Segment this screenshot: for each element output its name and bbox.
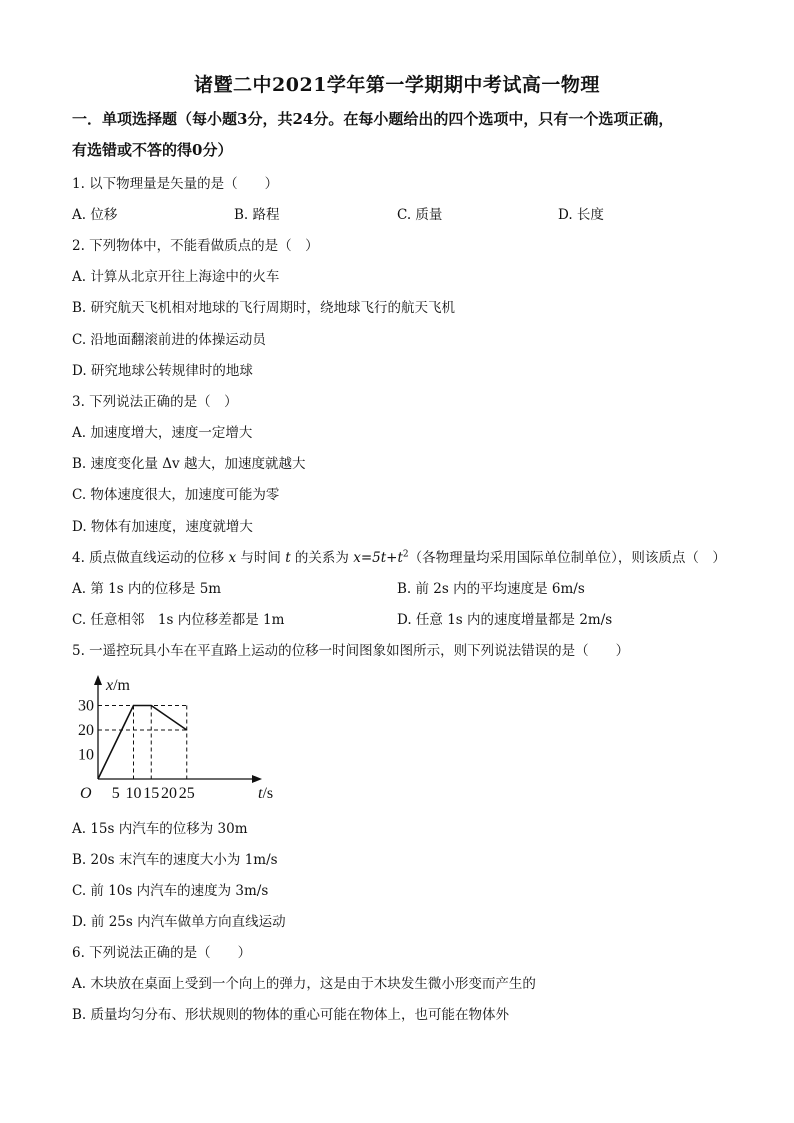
series-line (98, 706, 187, 780)
section-heading (72, 104, 722, 166)
question-2-option-c: C. 沿地面翻滚前进的体操运动员 (72, 332, 266, 348)
question-5-option-b: B. 20s 末汽车的速度大小为 1m/s (72, 852, 278, 868)
question-1-stem: 1. 以下物理量是矢量的是（ ） (72, 176, 279, 192)
question-1-option-b: B. 路程 (234, 207, 280, 223)
question-2-option-b: B. 研究航天飞机相对地球的飞行周期时，绕地球飞行的航天飞机 (72, 300, 456, 316)
question-4-stem (72, 546, 726, 566)
question-3-stem: 3. 下列说法正确的是（ ） (72, 394, 238, 410)
section-heading-line1: 一．单项选择题（每小题3分，共24分。在每小题给出的四个选项中，只有一个选项正确， (72, 110, 674, 128)
x-axis-label: t/s (258, 785, 274, 802)
section-heading-line2: 有选错或不答的得0分） (72, 141, 233, 159)
q4-exponent: 2 (402, 549, 409, 560)
question-6-stem: 6. 下列说法正确的是（ ） (72, 945, 252, 961)
question-3-option-c: C. 物体速度很大，加速度可能为零 (72, 487, 280, 503)
q4-var-x: x (228, 550, 237, 566)
y-tick-label-30: 30 (78, 697, 94, 715)
origin-label: O (80, 785, 92, 802)
x-tick-label-5: 5 (111, 785, 120, 802)
question-2-stem: 2. 下列物体中，不能看做质点的是（ ） (72, 238, 319, 254)
q4-var-t: t (285, 550, 291, 566)
question-3-option-a: A. 加速度增大，速度一定增大 (72, 425, 253, 441)
question-5-option-c: C. 前 10s 内汽车的速度为 3m/s (72, 883, 269, 899)
q4-equation: x=5t+t (353, 550, 403, 566)
question-4-option-a: A. 第 1s 内的位移是 5m (72, 581, 222, 597)
x-tick-label-15: 15 (143, 785, 160, 802)
question-3-option-d: D. 物体有加速度，速度就增大 (72, 519, 253, 535)
question-2-option-a: A. 计算从北京开往上海途中的火车 (72, 269, 280, 285)
q4-stem-post: （各物理量均采用国际单位制单位），则该质点（ ） (408, 550, 726, 566)
x-tick-label-25: 25 (178, 785, 195, 802)
question-1-option-a: A. 位移 (72, 207, 118, 223)
question-5-option-a: A. 15s 内汽车的位移为 30m (72, 821, 248, 837)
x-tick-label-20: 20 (161, 785, 177, 802)
question-1-option-d: D. 长度 (558, 207, 604, 223)
xt-graph (72, 672, 282, 807)
x-axis-arrow (252, 775, 262, 783)
y-tick-label-20: 20 (78, 722, 94, 739)
question-4-option-c: C. 任意相邻 1s 内位移差都是 1m (72, 612, 285, 628)
question-6-option-b: B. 质量均匀分布、形状规则的物体的重心可能在物体上，也可能在物体外 (72, 1007, 510, 1023)
q4-stem-mid1: 与时间 (236, 550, 286, 566)
q4-stem-mid2: 的关系为 (290, 550, 354, 566)
page-title: 诸暨二中2021学年第一学期期中考试高一物理 (194, 74, 600, 96)
question-3-option-b: B. 速度变化量 Δv 越大，加速度就越大 (72, 456, 306, 472)
question-5-stem: 5. 一遥控玩具小车在平直路上运动的位移一时间图象如图所示，则下列说法错误的是（ ） (72, 643, 630, 659)
question-6-option-a: A. 木块放在桌面上受到一个向上的弹力，这是由于木块发生微小形变而产生的 (72, 976, 536, 992)
x-tick-label-10: 10 (125, 785, 142, 802)
y-axis-label: x/m (106, 677, 130, 694)
question-1-option-c: C. 质量 (397, 207, 443, 223)
question-4-option-d: D. 任意 1s 内的速度增量都是 2m/s (397, 612, 613, 628)
question-4-option-b: B. 前 2s 内的平均速度是 6m/s (397, 581, 585, 597)
y-tick-label-10: 10 (78, 746, 94, 764)
y-axis-arrow (94, 675, 102, 685)
question-2-option-d: D. 研究地球公转规律时的地球 (72, 363, 253, 379)
question-5-option-d: D. 前 25s 内汽车做单方向直线运动 (72, 914, 286, 930)
q4-stem-pre: 4. 质点做直线运动的位移 (72, 550, 229, 566)
